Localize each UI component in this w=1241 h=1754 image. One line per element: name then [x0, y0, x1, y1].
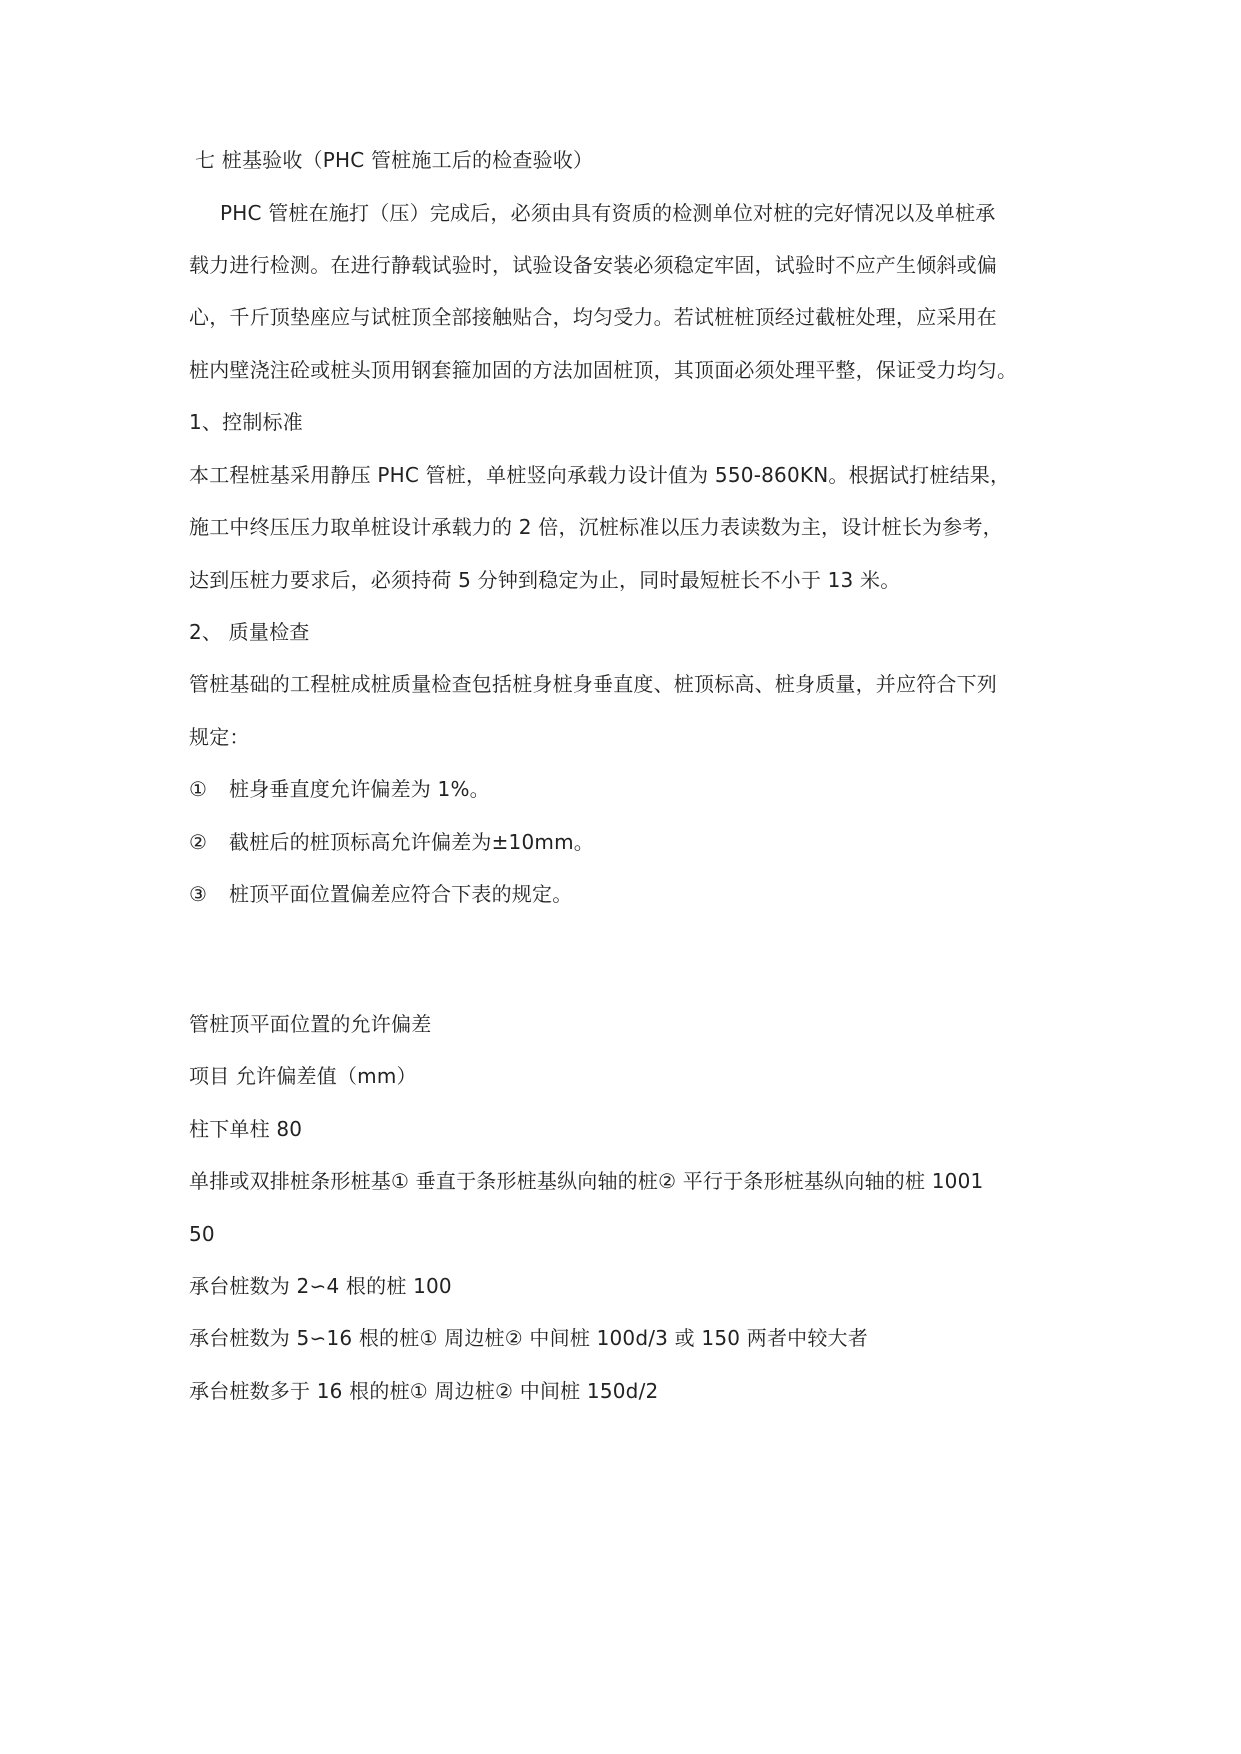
section-title: 七 桩基验收（PHC 管桩施工后的检查验收）: [195, 148, 594, 172]
quality-item-3: [189, 880, 572, 908]
table-row: 承台桩数为 2∽4 根的桩 100: [189, 1274, 452, 1298]
item-text: 截桩后的桩顶标高允许偏差为±10mm。: [229, 830, 594, 854]
quality-line-1: 管桩基础的工程桩成桩质量检查包括桩身桩身垂直度、桩顶标高、桩身质量，并应符合下列: [189, 672, 997, 696]
table-row: 承台桩数多于 16 根的桩① 周边桩② 中间桩 150d/2: [189, 1379, 659, 1403]
quality-heading: 2、 质量检查: [189, 620, 310, 644]
control-heading: 1、控制标准: [189, 410, 303, 434]
intro-line-4: 桩内壁浇注砼或桩头顶用钢套箍加固的方法加固桩顶，其顶面必须处理平整，保证受力均匀。: [189, 358, 1018, 382]
table-row: 柱下单柱 80: [189, 1117, 303, 1141]
control-line-2: 施工中终压压力取单桩设计承载力的 2 倍，沉桩标准以压力表读数为主，设计桩长为参考，: [189, 515, 1003, 539]
item-number: ②: [189, 830, 208, 854]
table-row: 承台桩数为 5∽16 根的桩① 周边桩② 中间桩 100d/3 或 150 两者中较大者: [189, 1326, 868, 1350]
quality-line-2: 规定：: [189, 725, 250, 749]
quality-item-1: [189, 775, 490, 803]
table-row: 50: [189, 1222, 215, 1246]
control-line-1: 本工程桩基采用静压 PHC 管桩，单桩竖向承载力设计值为 550-860KN。根据试打桩结果，: [189, 463, 1011, 487]
table-row: 单排或双排桩条形桩基① 垂直于条形桩基纵向轴的桩② 平行于条形桩基纵向轴的桩 1001: [189, 1169, 984, 1193]
item-text: 桩身垂直度允许偏差为 1%。: [229, 777, 490, 801]
intro-line-1: PHC 管桩在施打（压）完成后，必须由具有资质的检测单位对桩的完好情况以及单桩承: [220, 201, 996, 225]
quality-item-2: [189, 828, 594, 856]
intro-line-3: 心，千斤顶垫座应与试桩顶全部接触贴合，均匀受力。若试桩桩顶经过截桩处理，应采用在: [189, 305, 997, 329]
item-text: 桩顶平面位置偏差应符合下表的规定。: [229, 882, 573, 906]
table-title: 管桩顶平面位置的允许偏差: [189, 1012, 432, 1036]
item-number: ③: [189, 882, 208, 906]
intro-line-2: 载力进行检测。在进行静载试验时，试验设备安装必须稳定牢固，试验时不应产生倾斜或偏: [189, 253, 997, 277]
table-row: 项目 允许偏差值（mm）: [189, 1064, 417, 1088]
control-line-3: 达到压桩力要求后，必须持荷 5 分钟到稳定为止，同时最短桩长不小于 13 米。: [189, 568, 901, 592]
item-number: ①: [189, 777, 208, 801]
